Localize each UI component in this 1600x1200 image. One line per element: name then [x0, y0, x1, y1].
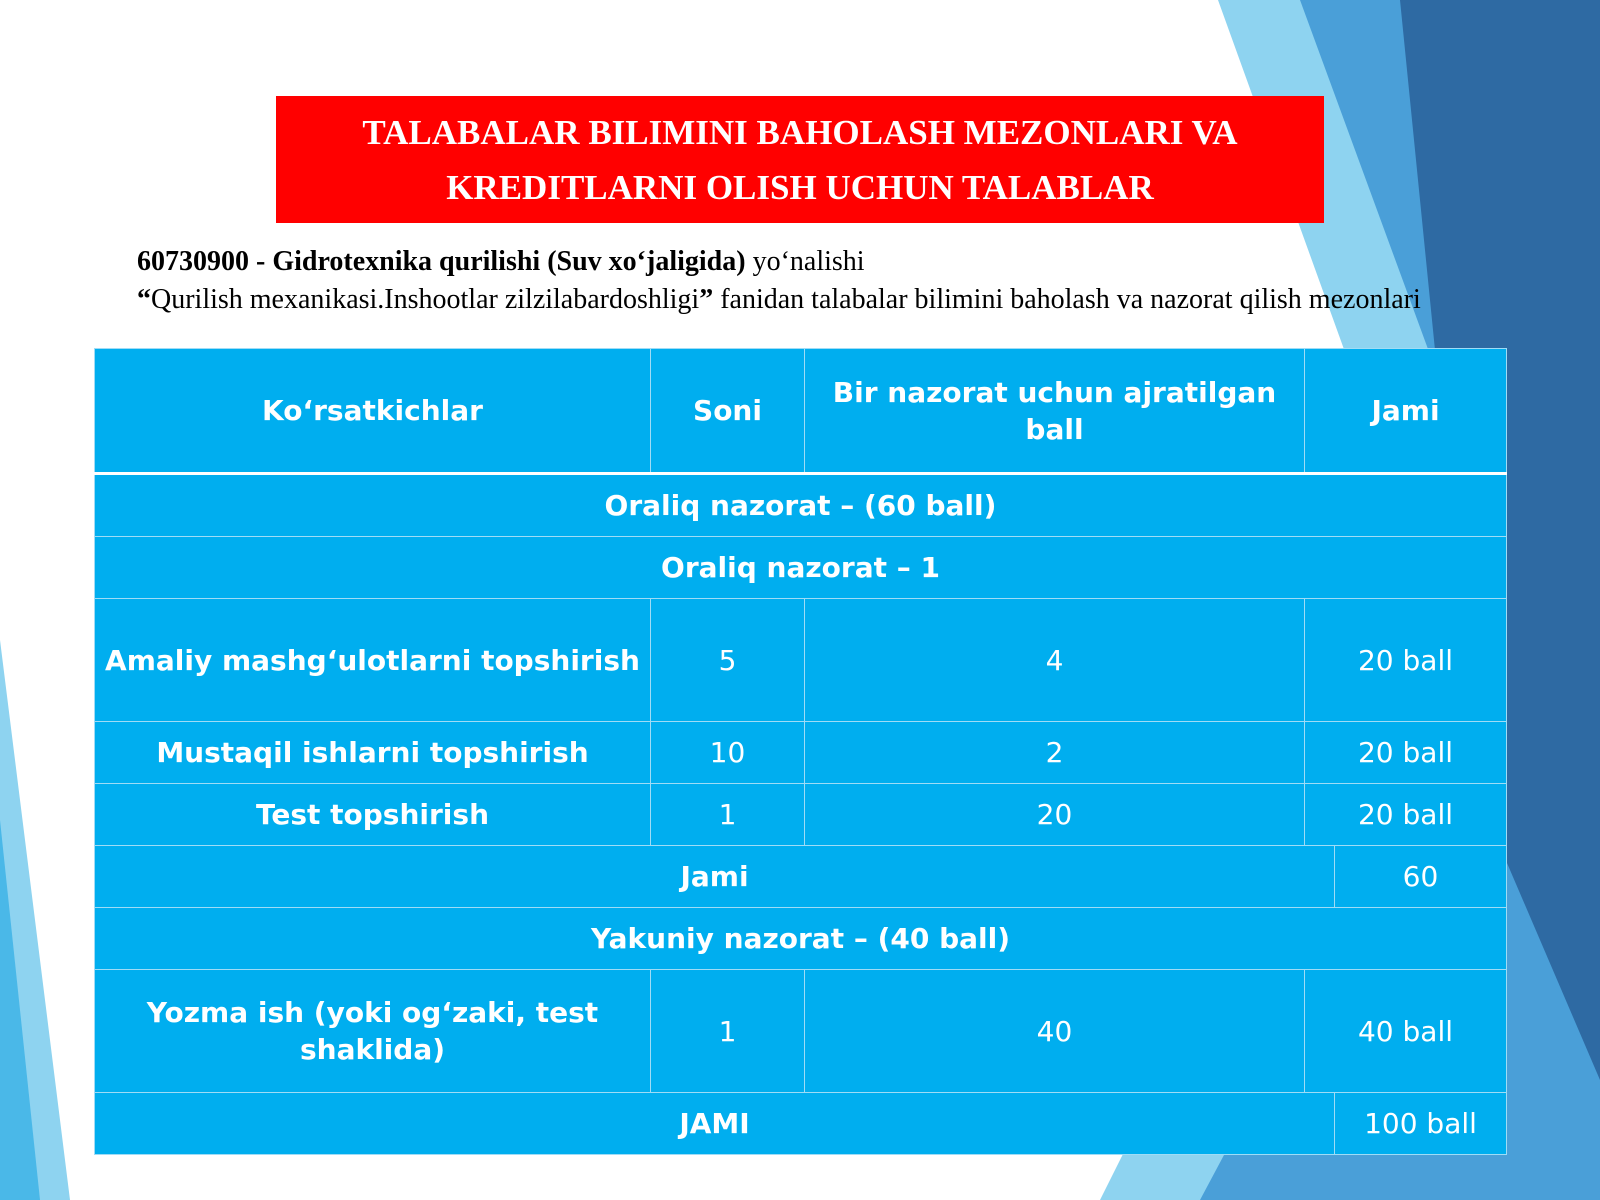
header-count: Soni	[651, 349, 805, 474]
row-points: 20	[805, 784, 1305, 846]
table-row	[95, 970, 1507, 1093]
header-points-per-control: Bir nazorat uchun ajratilgan ball	[805, 349, 1305, 474]
header-total: Jami	[1305, 349, 1507, 474]
row-count: 10	[651, 722, 805, 784]
row-points: 40	[805, 970, 1305, 1093]
table-row	[95, 599, 1507, 722]
section-midterm: Oraliq nazorat – (60 ball)	[95, 474, 1507, 537]
course-name: Qurilish mexanikasi.Inshootlar zilzilabardoshligi	[151, 284, 700, 315]
section-row-final	[95, 908, 1507, 970]
close-quote: ”	[699, 284, 714, 315]
subtitle-line-1	[137, 243, 1577, 281]
header-indicators: Ko‘rsatkichlar	[95, 349, 651, 474]
grading-table	[94, 348, 1507, 1155]
grand-total-row	[95, 1093, 1507, 1155]
subtotal-value: 60	[1335, 846, 1507, 908]
subtotal-label: Jami	[95, 846, 1335, 908]
grand-total-label: JAMI	[95, 1093, 1335, 1155]
table-row	[95, 784, 1507, 846]
open-quote: “	[137, 284, 151, 315]
table-row	[95, 722, 1507, 784]
row-label: Mustaqil ishlarni topshirish	[95, 722, 651, 784]
row-label: Amaliy mashg‘ulotlarni topshirish	[95, 599, 651, 722]
row-count: 5	[651, 599, 805, 722]
table-header-row	[95, 349, 1507, 474]
title-line-1: TALABALAR BILIMINI BAHOLASH MEZONLARI VA	[362, 112, 1238, 152]
row-points: 2	[805, 722, 1305, 784]
course-suffix: fanidan talabalar bilimini baholash va nazorat qilish mezonlari	[713, 284, 1421, 315]
row-count: 1	[651, 784, 805, 846]
row-total: 20 ball	[1305, 722, 1507, 784]
program-suffix: yo‘nalishi	[745, 246, 865, 277]
title-line-2: KREDITLARNI OLISH UCHUN TALABLAR	[446, 167, 1154, 207]
row-total: 20 ball	[1305, 784, 1507, 846]
row-label: Test topshirish	[95, 784, 651, 846]
section-final: Yakuniy nazorat – (40 ball)	[95, 908, 1507, 970]
subsection-row-midterm-1	[95, 537, 1507, 599]
section-row-midterm	[95, 474, 1507, 537]
subtitle-line-2	[137, 281, 1577, 319]
row-total: 40 ball	[1305, 970, 1507, 1093]
program-code-name: 60730900 - Gidrotexnika qurilishi (Suv xo‘jaligida)	[137, 246, 746, 277]
row-total: 20 ball	[1305, 599, 1507, 722]
subsection-midterm-1: Oraliq nazorat – 1	[95, 537, 1507, 599]
subtotal-row	[95, 846, 1507, 908]
row-points: 4	[805, 599, 1305, 722]
grand-total-value: 100 ball	[1335, 1093, 1507, 1155]
subtitle	[137, 243, 1577, 319]
title-banner	[276, 96, 1324, 223]
row-count: 1	[651, 970, 805, 1093]
row-label: Yozma ish (yoki og‘zaki, test shaklida)	[95, 970, 651, 1093]
